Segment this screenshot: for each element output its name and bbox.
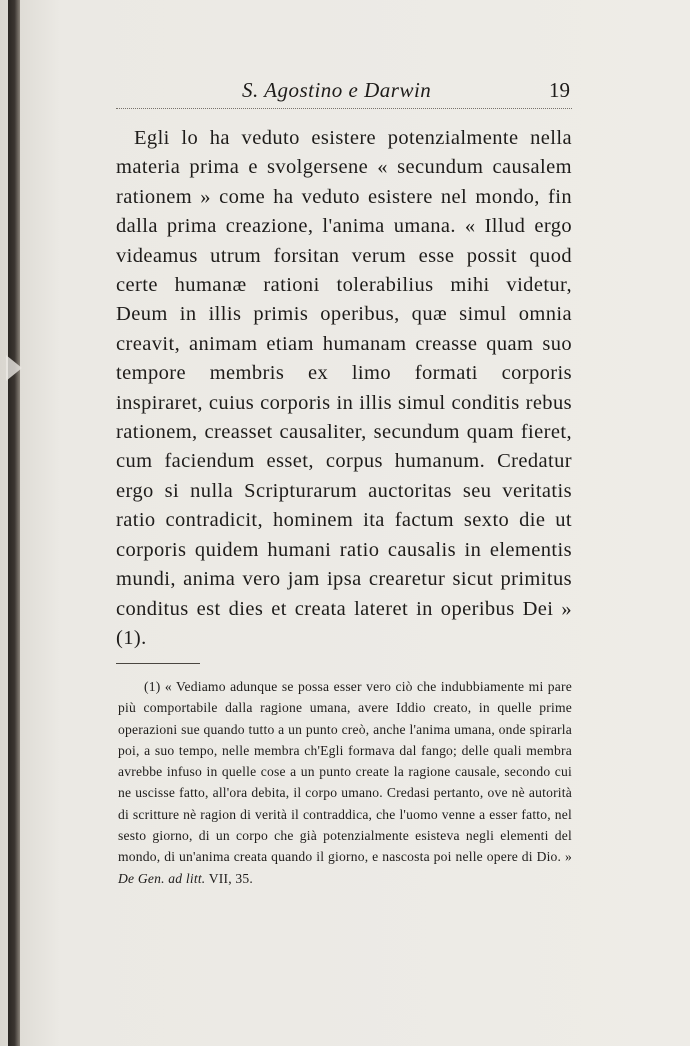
footnote-text: « Vediamo adunque se possa esser vero ciò che indubbiamente mi pare più comportabile dalla ragione umana, avere Iddio creato, in quelle prime operazioni sue quando tutto a un punto creò, anche l'anima umana, onde spirarla poi, a suo tempo, nelle membra ch'Egli formava dal fango; delle quali membra avrebbe infuso in quelle cose a un punto create la ragione causale, secondo cui ne uscisse fatto, all'ora debita, il corpo umano. Credasi pertanto, ove nè autorità di scritture nè ragion di verità il contraddica, che l'uomo venne a esser fatto, nel sesto giorno, di un corpo che già potenzialmente esisteva negli elementi del mondo, di un'anima creata quando il giorno, e nascosta poi nelle opere di Dio. » [118, 679, 572, 865]
running-title: S. Agostino e Darwin [242, 78, 432, 102]
footnote-citation-ref: VII, 35. [208, 870, 254, 886]
footnote-marker: (1) [144, 679, 161, 694]
page-number: 19 [549, 78, 570, 102]
header-dotted-rule [116, 108, 572, 109]
main-paragraph: Egli lo ha veduto esistere potenzialmente nella materia prima e svolgersene « secundum causalem rationem » come ha veduto esistere nel mondo, fin dalla prima creazione, l'anima umana. « Illud ergo videamus utrum forsitan verum esse possit quod certe humanæ rationi tolerabilius mihi videtur, Deum in illis primis operibus, quæ simul omnia creavit, animam etiam humanam creasse quam suo tempore membris ex limo formati corporis inspiraret, cuius corporis in illis simul conditis rebus rationem, creasset causaliter, secundum quam fieret, cum faciendum esset, corpus humanum. Credatur ergo si nulla Scripturarum auctoritas seu veritatis ratio contradicit, hominem ita factum sexto die ut corporis quidem humani ratio causalis in elementis mundi, anima vero jam ipsa crearetur sicut primitus conditus est dies et creata lateret in operibus Dei » (1). [116, 127, 572, 649]
footnote-citation: De Gen. ad litt. [118, 870, 206, 886]
footnote-separator [116, 663, 200, 664]
book-spine-shadow [8, 0, 20, 1046]
footnote [118, 676, 572, 889]
running-header [116, 74, 572, 106]
